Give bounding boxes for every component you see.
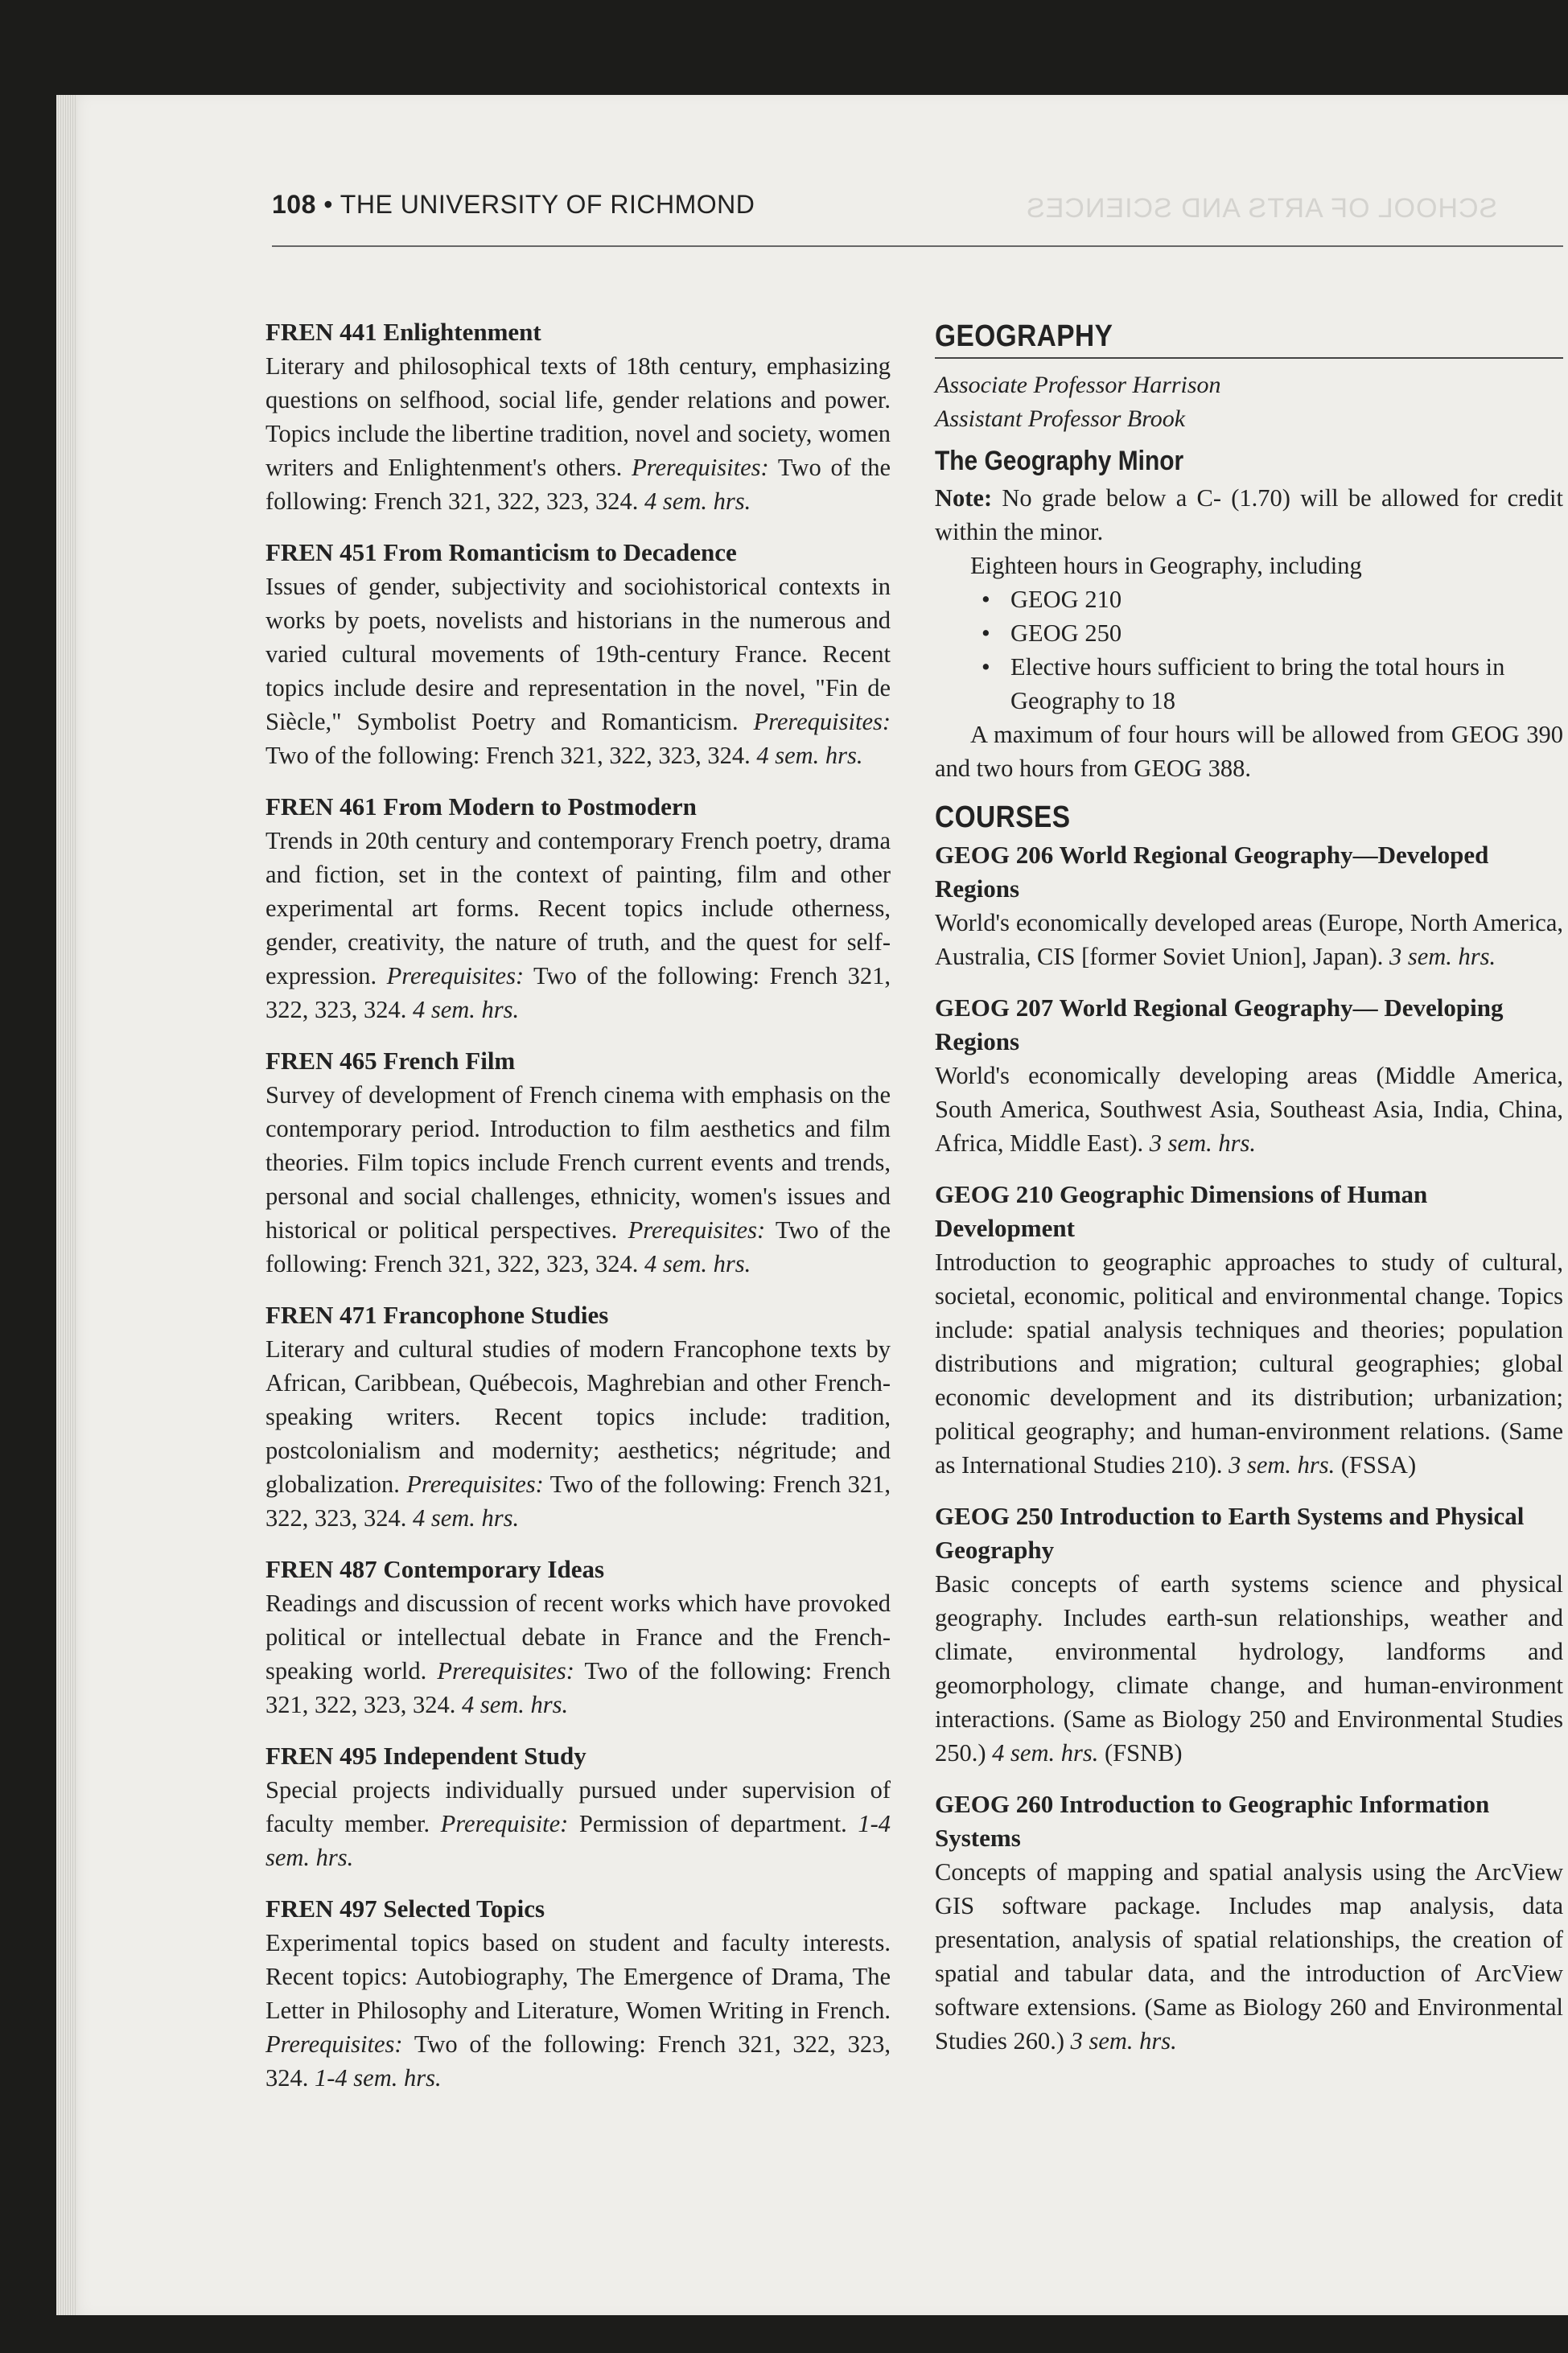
credit-hours: 4 sem. hrs. [756, 742, 863, 769]
course-entry [935, 1178, 1563, 1482]
description-text: World's economically developing areas (Middle America, South America, Southwest Asia, Southeast Asia, India, China, Africa, Middle East). [935, 1062, 1563, 1157]
prereq-text: Two of the following: French 321, 322, 323, 324. [265, 454, 891, 515]
course-description [265, 570, 891, 772]
course-entry [935, 838, 1563, 973]
minor-heading: The Geography Minor [935, 446, 1184, 476]
description-text: Experimental topics based on student and faculty interests. Recent topics: Autobiography, The Emergence of Drama, The Letter in Philosophy and Literature, Women Writing in French. [265, 1929, 891, 2024]
section-rule [935, 357, 1563, 359]
description-text: Literary and cultural studies of modern Francophone texts by African, Caribbean, Québecois, Maghrebian and other French-speaking writers. Recent topics include: tradition, postcolonialism and modernity; aesthetics; négritude; and globalization. [265, 1335, 891, 1498]
course-suffix: (FSSA) [1335, 1451, 1417, 1479]
credit-hours: 4 sem. hrs. [644, 1250, 751, 1277]
course-title: GEOG 207 World Regional Geography— Developing Regions [935, 993, 1504, 1055]
course-description [265, 1078, 891, 1281]
course-description [935, 1855, 1563, 2058]
prereq-label: Prerequisites: [753, 708, 891, 735]
course-entry [265, 1553, 891, 1722]
prereq-text: Permission of department. [578, 1810, 847, 1837]
course-list [935, 838, 1563, 2058]
course-entry [265, 1044, 891, 1281]
credit-hours: 4 sem. hrs. [413, 996, 520, 1023]
right-column [935, 315, 1563, 2075]
page-edge [56, 95, 77, 2315]
prereq-label: Prerequisites: [628, 1216, 766, 1244]
credit-hours: 3 sem. hrs. [1149, 1129, 1256, 1157]
requirement-list [935, 582, 1563, 718]
prereq-text: Two of the following: French 321, 322, 323, 324. [265, 1657, 891, 1718]
left-column [265, 315, 891, 2112]
credit-hours: 4 sem. hrs. [462, 1691, 569, 1718]
course-suffix: (FSNB) [1098, 1739, 1183, 1767]
bleed-through-text: SCHOOL OF ARTS AND SCIENCES [1026, 193, 1498, 224]
running-header [272, 190, 755, 220]
course-description [265, 1332, 891, 1535]
course-title: FREN 441 Enlightenment [265, 318, 541, 346]
requirement-intro: Eighteen hours in Geography, including [970, 552, 1362, 579]
prereq-text: Two of the following: French 321, 322, 323, 324. [265, 2030, 891, 2092]
prereq-text: Two of the following: French 321, 322, 323, 324. [265, 962, 891, 1023]
description-text: Literary and philosophical texts of 18th century, emphasizing questions on selfhood, social life, gender relations and power. Topics include the libertine tradition, novel and society, women writers and Enlightenment's others. [265, 352, 891, 481]
course-entry [935, 1499, 1563, 1770]
credit-hours: 3 sem. hrs. [1228, 1451, 1335, 1479]
credit-hours: 3 sem. hrs. [1070, 2027, 1177, 2055]
prereq-label: Prerequisites: [437, 1657, 574, 1685]
faculty-member: Associate Professor Harrison [935, 372, 1221, 398]
header-separator: • [323, 190, 333, 219]
course-entry [935, 1787, 1563, 2058]
description-text: Introduction to geographic approaches to study of cultural, societal, economic, political and environmental change. Topics include: spatial analysis techniques and theories; population distributions and migration; cultural geographies; global economic development and its distribution; urbanization; political geography; and human-environment relations. (Same as International Studies 210). [935, 1248, 1563, 1479]
section-heading-geography: GEOGRAPHY [935, 319, 1113, 353]
course-title: FREN 487 Contemporary Ideas [265, 1555, 605, 1583]
description-text: Concepts of mapping and spatial analysis using the ArcView GIS software package. Includes map analysis, data presentation, analysis of spatial relationships, the creation of spatial and tabular data, and the introduction of ArcView software extensions. (Same as Biology 260 and Environmental Studies 260.) [935, 1858, 1563, 2055]
course-title: FREN 461 From Modern to Postmodern [265, 792, 697, 821]
page-number: 108 [272, 190, 316, 219]
course-entry [265, 315, 891, 518]
course-description [935, 1245, 1563, 1482]
course-title: FREN 465 French Film [265, 1047, 516, 1075]
course-description [265, 1586, 891, 1722]
prereq-label: Prerequisites: [386, 962, 525, 989]
prereq-label: Prerequisite: [440, 1810, 569, 1837]
course-title: GEOG 250 Introduction to Earth Systems and Physical Geography [935, 1502, 1525, 1564]
prereq-label: Prerequisites: [406, 1471, 544, 1498]
credit-hours: 3 sem. hrs. [1389, 943, 1496, 970]
course-title: FREN 451 From Romanticism to Decadence [265, 538, 737, 566]
requirement-item: • Elective hours sufficient to bring the total hours in Geography to 18 [982, 650, 1563, 718]
course-entry [265, 536, 891, 772]
credit-hours: 4 sem. hrs. [992, 1739, 1099, 1767]
description-text: Trends in 20th century and contemporary French poetry, drama and fiction, set in the context of painting, film and other experimental art forms. Recent topics include otherness, gender, creativity, the nature of truth, and the quest for self-expression. [265, 827, 891, 989]
prereq-label: Prerequisites: [265, 2030, 403, 2058]
description-text: Basic concepts of earth systems science and physical geography. Includes earth-sun relationships, weather and climate, environmental hydrology, landforms and geomorphology, climate change, and human-environment interactions. (Same as Biology 250 and Environmental Studies 250.) [935, 1570, 1563, 1767]
course-description [265, 824, 891, 1026]
course-title: GEOG 260 Introduction to Geographic Information Systems [935, 1790, 1490, 1852]
course-description [935, 1567, 1563, 1770]
description-text: Readings and discussion of recent works which have provoked political or intellectual debate in France and the French-speaking world. [265, 1590, 891, 1685]
description-text: Survey of development of French cinema with emphasis on the contemporary period. Introduction to film aesthetics and film theories. Film topics include French current events and trends, personal and social challenges, ethnicity, women's issues and historical or political perspectives. [265, 1081, 891, 1244]
course-description [265, 1773, 891, 1874]
course-description [265, 349, 891, 518]
credit-hours: 4 sem. hrs. [644, 487, 751, 515]
course-title: GEOG 210 Geographic Dimensions of Human Development [935, 1180, 1428, 1242]
header-title: THE UNIVERSITY OF RICHMOND [340, 190, 755, 219]
course-title: FREN 495 Independent Study [265, 1742, 586, 1770]
description-text: World's economically developed areas (Europe, North America, Australia, CIS [former Soviet Union], Japan). [935, 909, 1563, 970]
course-title: GEOG 206 World Regional Geography—Developed Regions [935, 841, 1489, 903]
prereq-text: Two of the following: French 321, 322, 323, 324. [265, 1216, 891, 1277]
course-entry [265, 1739, 891, 1874]
course-entry [265, 790, 891, 1026]
credit-hours: 4 sem. hrs. [413, 1504, 520, 1532]
credit-hours: 1-4 sem. hrs. [315, 2064, 442, 2092]
description-text: Issues of gender, subjectivity and sociohistorical contexts in works by poets, novelists and historians in the numerous and varied cultural movements of 19th-century France. Recent topics include desire and representation in the novel, "Fin de Siècle," Symbolist Poetry and Romanticism. [265, 573, 891, 735]
course-description [935, 906, 1563, 973]
prereq-text: Two of the following: French 321, 322, 323, 324. [265, 742, 751, 769]
note-text: No grade below a C- (1.70) will be allowed for credit within the minor. [935, 484, 1563, 545]
course-entry [935, 991, 1563, 1160]
course-title: FREN 497 Selected Topics [265, 1894, 545, 1923]
course-description [935, 1059, 1563, 1160]
prereq-label: Prerequisites: [632, 454, 769, 481]
note-label: Note: [935, 484, 993, 512]
course-description [265, 1926, 891, 2095]
maximum-note: A maximum of four hours will be allowed from GEOG 390 and two hours from GEOG 388. [935, 721, 1563, 782]
course-title: FREN 471 Francophone Studies [265, 1301, 609, 1329]
courses-heading: COURSES [935, 800, 1071, 834]
course-entry [265, 1892, 891, 2095]
course-entry [265, 1298, 891, 1535]
header-rule [272, 245, 1563, 247]
requirement-item: • GEOG 250 [982, 616, 1563, 650]
credit-hours: 1-4 sem. hrs. [265, 1810, 891, 1871]
minor-note [935, 481, 1563, 549]
requirement-item: • GEOG 210 [982, 582, 1563, 616]
description-text: Special projects individually pursued under supervision of faculty member. [265, 1776, 891, 1837]
prereq-text: Two of the following: French 321, 322, 323, 324. [265, 1471, 891, 1532]
faculty-member: Assistant Professor Brook [935, 405, 1186, 432]
